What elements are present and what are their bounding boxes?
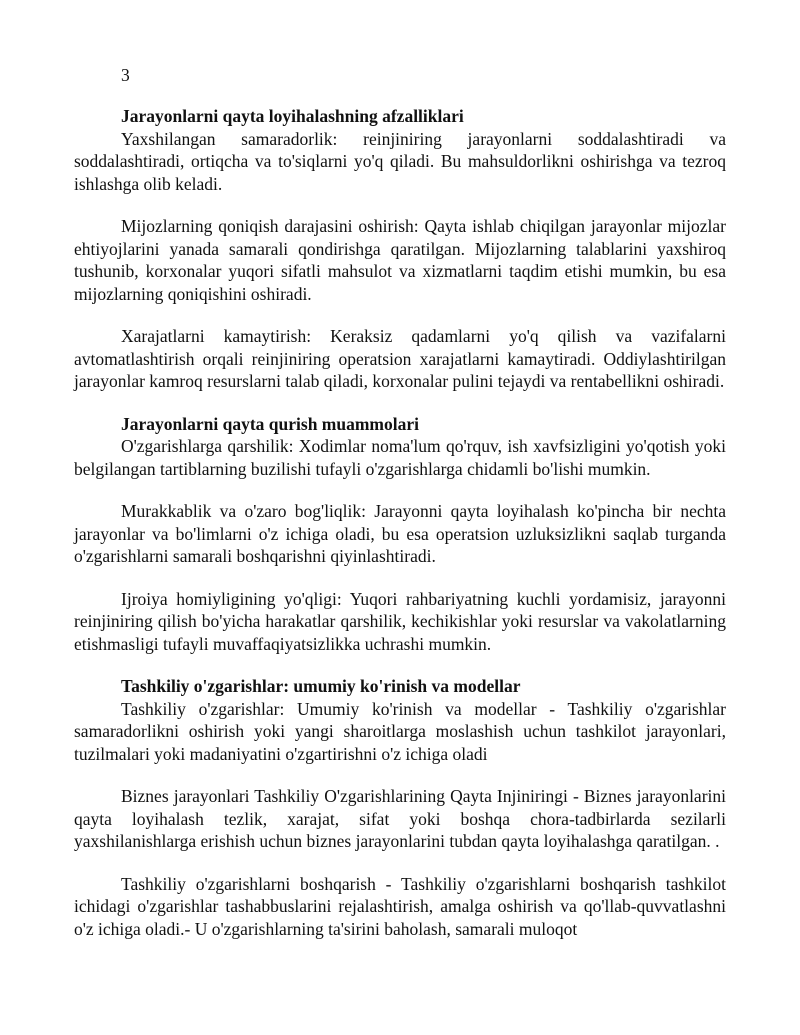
section-heading-organizational-change: Tashkiliy o'zgarishlar: umumiy ko'rinish va modellar — [121, 676, 521, 696]
paragraph-complexity: Murakkablik va o'zaro bog'liqlik: Jarayonni qayta loyihalash ko'pincha bir nechta jarayonlar va bo'limlarni o'z ichiga oladi, bu esa operatsion uzluksizlikni saqlab turganda o'zgarishlarni samarali boshqarishni qiyinlashtiradi. — [74, 501, 726, 566]
paragraph-change-management: Tashkiliy o'zgarishlarni boshqarish - Tashkiliy o'zgarishlarni boshqarish tashkilot ichidagi o'zgarishlar tashabbuslarini rejalashtirish, amalga oshirish va qo'llab-quvvatlashni o'z ichiga oladi.- U o'zgarishlarning ta'sirini baholash, samarali muloqot — [74, 873, 726, 939]
section-heading-benefits: Jarayonlarni qayta loyihalashning afzalliklari — [121, 106, 464, 126]
paragraph-business-process-reengineering: Biznes jarayonlari Tashkiliy O'zgarishlarining Qayta Injiniringi - Biznes jarayonlarini qayta loyihalash tezlik, xarajat, sifat yoki boshqa chora-tadbirlarda sezilarli yaxshilanishlarga erishish uchun biznes jarayonlarini tubdan qayta loyihalashga qaratilgan. . — [74, 786, 726, 851]
section-heading-challenges: Jarayonlarni qayta qurish muammolari — [121, 413, 420, 434]
paragraph-customer-satisfaction: Mijozlarning qoniqish darajasini oshirish: Qayta ishlab chiqilgan jarayonlar mijozlar ehtiyojlarini yanada samarali qondirishga qaratilgan. Mijozlarning talablarini yaxshiroq tushunib, korxonalar yuqori sifatli mahsulot va xizmatlarni taqdim etishi mumkin, bu esa mijozlarning qoniqishini oshiradi. — [74, 216, 726, 304]
paragraph-cost-reduction: Xarajatlarni kamaytirish: Keraksiz qadamlarni yo'q qilish va vazifalarni avtomatlashtirish orqali reinjiniring operatsion xarajatlarni kamaytiradi. Oddiylashtirilgan jarayonlar kamroq resurslarni talab qiladi, korxonalar pulini tejaydi va rentabellikni oshiradi. — [74, 326, 726, 391]
paragraph-executive-sponsorship: Ijroiya homiyligining yo'qligi: Yuqori rahbariyatning kuchli yordamisiz, jarayonni reinjiniring qilish bo'yicha harakatlar qarshilik, kechikishlar yoki resurslar va vakolatlarning etishmasligi tufayli muvaffaqiyatsizlikka uchrashi mumkin. — [74, 588, 726, 654]
paragraph-org-change-overview: Tashkiliy o'zgarishlar: Umumiy ko'rinish va modellar - Tashkiliy o'zgarishlar samaradorlikni oshirish yoki yangi sharoitlarga moslashish uchun tashkilot jarayonlari, tuzilmalari yoki madaniyatini o'zgartirishni o'z ichiga oladi — [74, 698, 726, 764]
paragraph-resistance-to-change: O'zgarishlarga qarshilik: Xodimlar noma'lum qo'rquv, ish xavfsizligini yo'qotish yoki belgilangan tartiblarning buzilishi tufayli o'zgarishlarga chidamli bo'lishi mumkin. — [74, 436, 726, 479]
page-number: 3 — [121, 65, 130, 85]
paragraph-improved-efficiency: Yaxshilangan samaradorlik: reinjiniring jarayonlarni soddalashtiradi va soddalashtiradi, ortiqcha va to'siqlarni yo'q qiladi. Bu mahsuldorlikni oshirishga va tezroq ishlashga olib keladi. — [74, 128, 726, 194]
